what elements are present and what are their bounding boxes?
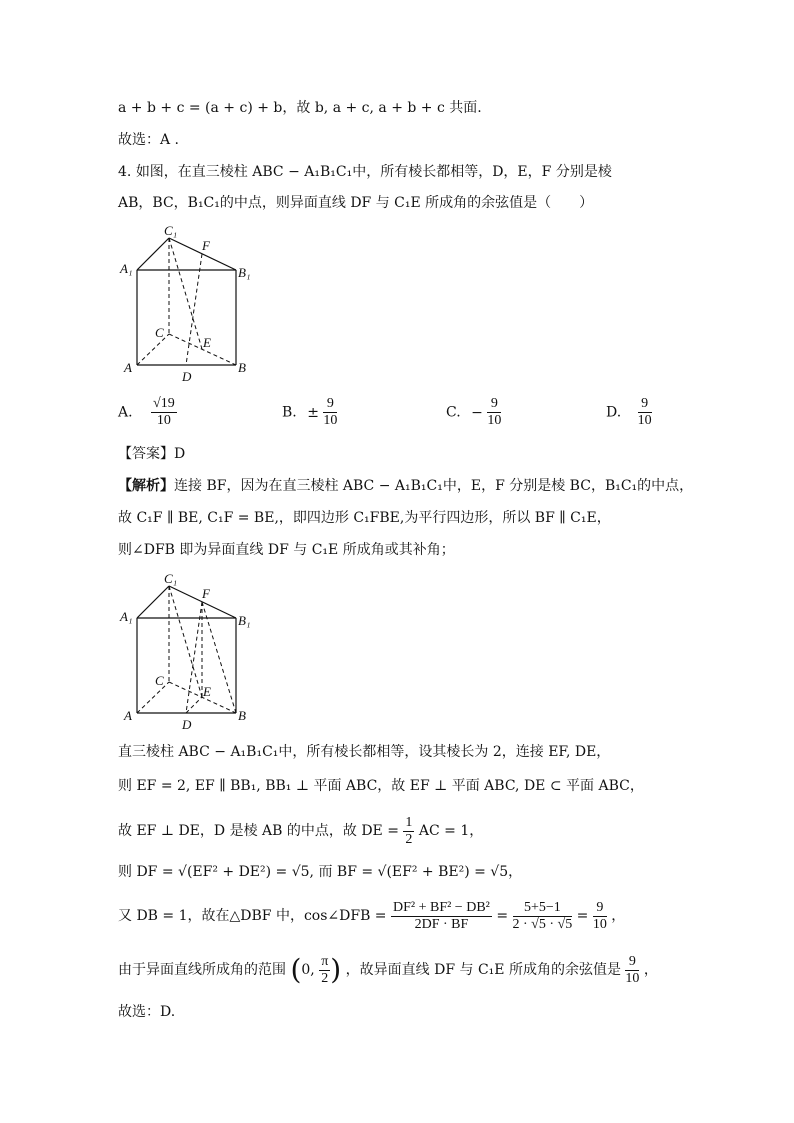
label-c: C [155,325,164,340]
option-c-num: 9 [487,396,501,413]
analysis-line5: 则 EF = 2, EF ∥ BB₁, BB₁ ⊥ 平面 ABC，故 EF ⊥ 平面 ABC, DE ⊂ 平面 ABC， [118,778,644,794]
analysis-l9-den: 10 [625,970,640,986]
analysis-l6-fraction [403,815,414,848]
option-a[interactable] [118,396,177,436]
edge-ac [137,334,169,365]
option-c-label: C. [446,404,461,421]
edge-a1c1 [137,238,169,270]
option-a-fraction [151,396,177,429]
analysis-l6a: 故 EF ⊥ DE，D 是棱 AB 的中点，故 DE = [118,823,399,839]
analysis-l6-num: 1 [405,814,413,830]
label2-b1: B₁ [238,613,251,628]
question-stem-text1: 如图，在直三棱柱 ABC − A₁B₁C₁中，所有棱长都相等，D，E，F 分别是棱 [135,164,612,180]
analysis-line4: 直三棱柱 ABC − A₁B₁C₁中，所有棱长都相等，设其棱长为 2，连接 EF, DE， [118,744,611,760]
label2-e: E [203,684,211,699]
analysis-line2: 故 C₁F ∥ BE, C₁F = BE,，即四边形 C₁FBE,为平行四边形，所以 BF ∥ C₁E， [118,510,611,526]
option-c-den: 10 [487,413,502,428]
analysis-l9-num: 9 [625,954,639,971]
analysis-line1 [118,476,693,496]
option-c-fraction [487,396,501,429]
analysis-l9-range-l: 0, [301,962,315,978]
answer-value: D [174,446,186,462]
edge2-ac [137,682,169,713]
option-b[interactable] [282,396,337,436]
analysis-l9-pi: π [321,953,329,969]
option-d-label: D. [606,404,622,421]
option-b-fraction [323,396,337,429]
prism-figure-1 [118,222,258,384]
option-d-den: 10 [637,413,652,428]
option-b-den: 10 [323,413,338,428]
segment2-c1e [169,586,202,697]
analysis-tag: 【解析】 [118,478,174,494]
segment-df [186,254,202,365]
label2-f: F [202,586,210,601]
label2-d: D [182,717,192,732]
label-c1: C₁ [164,223,178,238]
analysis-l8-f3-num: 9 [593,900,607,917]
label-a: A [124,360,132,375]
label2-a: A [124,708,132,723]
analysis-l8-f2-den: 2 · √5 · √5 [512,916,573,932]
label-e: E [203,335,211,350]
analysis-l8-f2-num: 5+5−1 [513,900,573,917]
analysis-line9 [118,950,658,990]
label-a1: A₁ [120,261,133,276]
option-a-label: A. [118,404,133,421]
analysis-l9-frac [625,954,639,987]
analysis-l8-f1-den: 2DF · BF [414,916,469,932]
analysis-l9-pi-frac [319,954,330,987]
analysis-line6 [118,813,483,849]
analysis-l9a: 由于异面直线所成角的范围 [118,962,286,978]
option-c[interactable] [446,396,501,436]
analysis-line7: 则 DF = √(EF² + DE²) = √5, 而 BF = √(EF² + BE²) = √5， [118,864,523,880]
analysis-l8-frac1 [391,900,492,933]
segment-c1e [169,238,202,349]
question-stem-line1 [118,162,612,182]
analysis-l9-end: ， [643,962,658,978]
analysis-l9-two: 2 [321,970,329,986]
analysis-l8-eq: = [496,908,509,924]
analysis-l6-den: 2 [405,831,413,847]
analysis-l8-f1-num: DF² + BF² − DB² [393,899,490,915]
label2-b: B [238,708,246,723]
analysis-l8-frac3 [593,900,607,933]
answer-line [118,444,185,464]
prev-solution-line [118,98,482,118]
segment2-df [186,602,202,713]
analysis-line3: 则∠DFB 即为异面直线 DF 与 C₁E 所成角或其补角； [118,542,455,558]
analysis-l9b: ，故异面直线 DF 与 C₁E 所成角的余弦值是 [345,962,621,978]
option-d-fraction [638,396,652,429]
prev-choice: 故选：A . [118,132,180,148]
analysis-l8a: 又 DB = 1，故在△DBF 中，cos∠DFB = [118,908,387,924]
label2-a1: A₁ [120,609,133,624]
option-c-sign: − [471,404,483,421]
question-number: 4. [118,164,132,180]
option-d-num: 9 [638,396,652,413]
label-d: D [182,369,192,384]
analysis-l8-end: ， [611,908,626,924]
analysis-choice: 故选：D. [118,1004,176,1020]
option-b-label: B. [282,404,297,421]
label-b: B [238,360,246,375]
question-stem-line2: AB，BC，B₁C₁的中点，则异面直线 DF 与 C₁E 所成角的余弦值是（ ） [118,195,594,211]
analysis-line8 [118,896,625,936]
label2-c1: C₁ [164,571,178,586]
analysis-l8-f3-den: 10 [592,916,607,932]
edge2-a1c1 [137,586,169,618]
option-a-den: 10 [156,413,171,428]
paren-close-icon: ) [330,953,342,986]
answer-tag: 【答案】 [118,446,174,462]
option-a-num: √19 [153,396,175,411]
label-f: F [202,238,210,253]
analysis-l8-frac2 [513,900,573,933]
prism-figure-2 [118,570,258,732]
option-b-sign: ± [307,404,319,421]
analysis-text1: 连接 BF，因为在直三棱柱 ABC − A₁B₁C₁中，E，F 分别是棱 BC，B₁C₁的中点， [174,478,694,494]
prev-solution-text: a + b + c = (a + c) + b，故 b, a + c, a + b + c 共面. [118,100,482,116]
label2-c: C [155,673,164,688]
paren-open-icon: ( [290,953,302,986]
option-d[interactable] [606,396,652,436]
option-b-num: 9 [323,396,337,413]
label-b1: B₁ [238,265,251,280]
analysis-l6b: AC = 1， [418,823,484,839]
analysis-l8-eq2: = [576,908,589,924]
